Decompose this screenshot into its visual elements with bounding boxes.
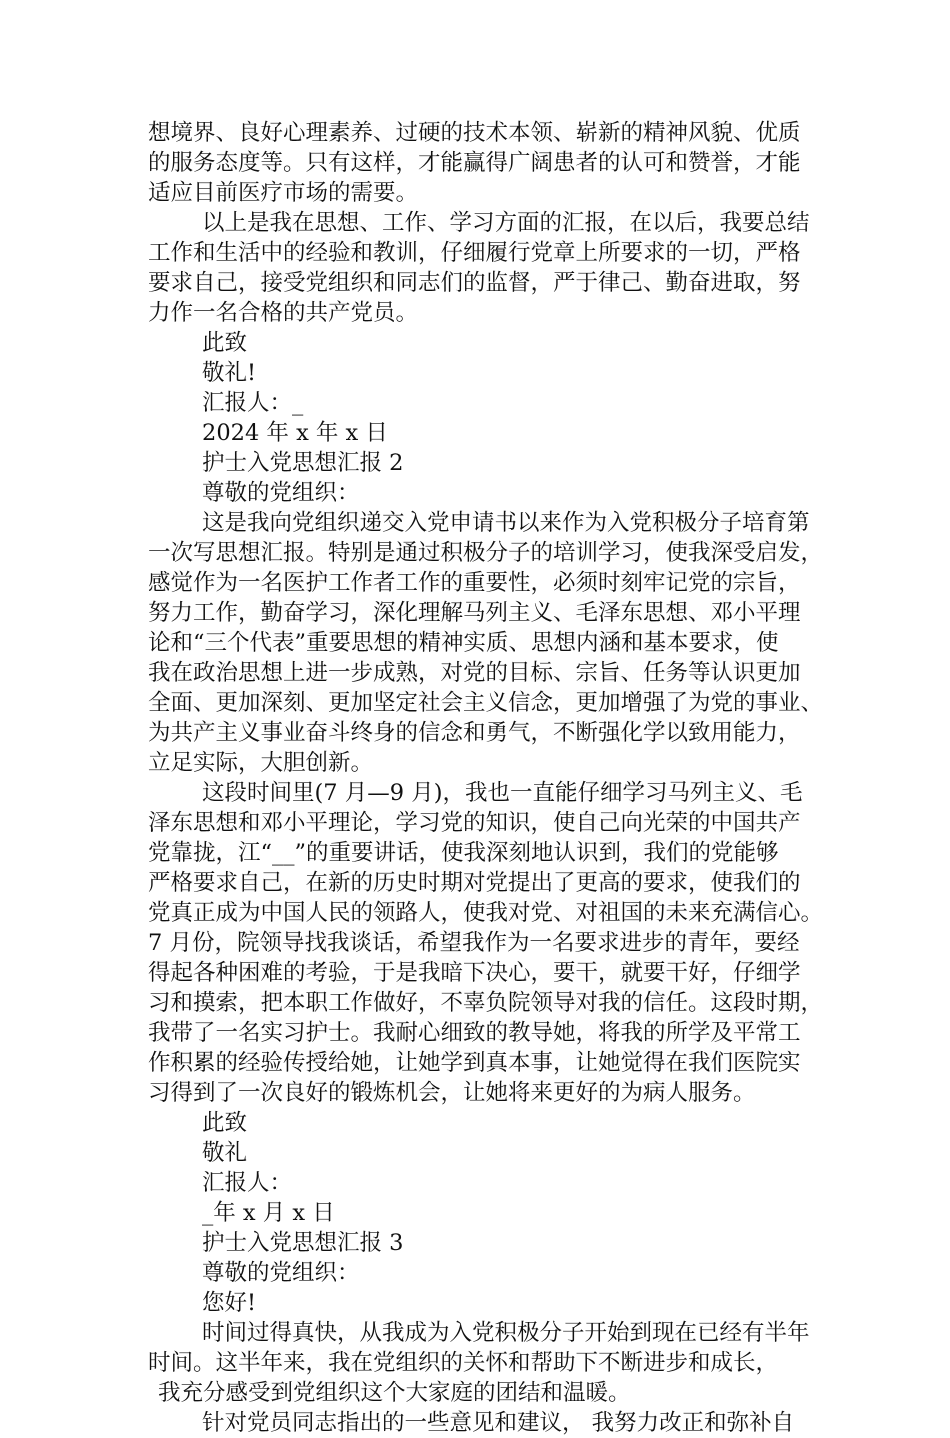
- reporter-signature: 汇报人：_: [202, 390, 304, 416]
- text-line: 一次写思想汇报。特别是通过积极分子的培训学习，使我深受启发，: [148, 540, 824, 566]
- closing-salutation: 此致: [202, 1110, 248, 1136]
- text-line: 泽东思想和邓小平理论，学习党的知识，使自己向光荣的中国共产: [148, 810, 801, 836]
- text-line: 全面、更加深刻、更加坚定社会主义信念，更加增强了为党的事业、: [148, 690, 824, 716]
- text-line: 7 月份，院领导找我谈话，希望我作为一名要求进步的青年，要经: [148, 930, 800, 956]
- closing-regards: 敬礼!: [202, 360, 257, 386]
- closing-regards: 敬礼: [202, 1140, 248, 1166]
- text-line: 力作一名合格的共产党员。: [148, 300, 419, 326]
- text-line: 以上是我在思想、工作、学习方面的汇报，在以后，我要总结: [202, 210, 810, 236]
- text-line: 努力工作，勤奋学习，深化理解马列主义、毛泽东思想、邓小平理: [148, 600, 801, 626]
- text-line: 习得到了一次良好的锻炼机会，让她将来更好的为病人服务。: [148, 1080, 756, 1106]
- text-line: 得起各种困难的考验，于是我暗下决心，要干，就要干好，仔细学: [148, 960, 801, 986]
- greeting: 尊敬的党组织：: [202, 1260, 360, 1286]
- text-line: 这段时间里(7 月—9 月)，我也一直能仔细学习马列主义、毛: [202, 780, 803, 806]
- text-line: 我充分感受到党组织这个大家庭的团结和温暖。: [158, 1380, 631, 1406]
- text-line: 立足实际，大胆创新。: [148, 750, 374, 776]
- text-line: 党靠拢，江“__”的重要讲话，使我深刻地认识到，我们的党能够: [148, 840, 779, 866]
- text-line: 针对党员同志指出的一些意见和建议， 我努力改正和弥补自: [202, 1410, 795, 1436]
- text-line: 严格要求自己，在新的历史时期对党提出了更高的要求，使我们的: [148, 870, 801, 896]
- text-line: 工作和生活中的经验和教训，仔细履行党章上所要求的一切，严格: [148, 240, 801, 266]
- report-date: 2024 年 x 年 x 日: [202, 420, 388, 446]
- text-line: 要求自己，接受党组织和同志们的监督，严于律己、勤奋进取，努: [148, 270, 801, 296]
- text-line: 习和摸索，把本职工作做好，不辜负院领导对我的信任。这段时期，: [148, 990, 824, 1016]
- text-line: 适应目前医疗市场的需要。: [148, 180, 419, 206]
- reporter-signature: 汇报人：: [202, 1170, 293, 1196]
- text-line: 论和“三个代表”重要思想的精神实质、思想内涵和基本要求，使: [148, 630, 779, 656]
- greeting: 尊敬的党组织：: [202, 480, 360, 506]
- text-line: 作积累的经验传授给她，让她学到真本事，让她觉得在我们医院实: [148, 1050, 801, 1076]
- text-line: 感觉作为一名医护工作者工作的重要性，必须时刻牢记党的宗旨，: [148, 570, 801, 596]
- text-line: 的服务态度等。只有这样，才能赢得广阔患者的认可和赞誉，才能: [148, 150, 801, 176]
- text-line: 时间。这半年来，我在党组织的关怀和帮助下不断进步和成长，: [148, 1350, 779, 1376]
- text-line: 这是我向党组织递交入党申请书以来作为入党积极分子培育第: [202, 510, 810, 536]
- report-date: _年 x 月 x 日: [202, 1200, 335, 1226]
- section-title: 护士入党思想汇报 2: [202, 450, 404, 476]
- text-line: 想境界、良好心理素养、过硬的技术本领、崭新的精神风貌、优质: [148, 120, 801, 146]
- text-line: 时间过得真快，从我成为入党积极分子开始到现在已经有半年: [202, 1320, 810, 1346]
- document-body: [148, 118, 838, 1438]
- greeting-hello: 您好!: [202, 1290, 257, 1316]
- text-line: 为共产主义事业奋斗终身的信念和勇气，不断强化学以致用能力，: [148, 720, 801, 746]
- text-line: 我在政治思想上进一步成熟，对党的目标、宗旨、任务等认识更加: [148, 660, 801, 686]
- text-line: 党真正成为中国人民的领路人，使我对党、对祖国的未来充满信心。: [148, 900, 824, 926]
- text-line: 我带了一名实习护士。我耐心细致的教导她，将我的所学及平常工: [148, 1020, 801, 1046]
- section-title: 护士入党思想汇报 3: [202, 1230, 404, 1256]
- closing-salutation: 此致: [202, 330, 248, 356]
